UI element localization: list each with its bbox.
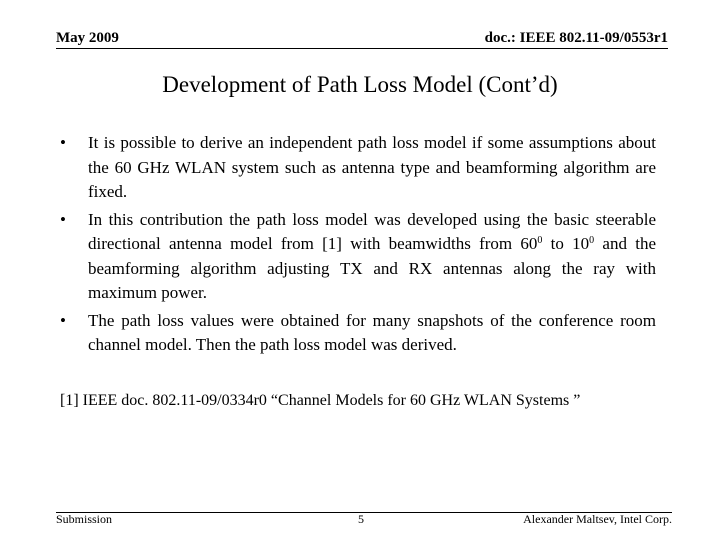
footer-author: Alexander Maltsev, Intel Corp. — [523, 512, 672, 526]
slide-title: Development of Path Loss Model (Cont’d) — [162, 72, 558, 97]
header-date: May 2009 — [56, 30, 119, 46]
reference-citation: [1] IEEE doc. 802.11-09/0334r0 “Channel Models for 60 GHz WLAN Systems ” — [60, 392, 581, 409]
page-number: 5 — [358, 512, 364, 526]
bullet-item — [60, 131, 656, 205]
bullet-item — [60, 309, 656, 358]
bullet-list — [60, 131, 656, 361]
bullet-text-part: to 10 — [542, 234, 590, 253]
header-divider — [56, 48, 668, 49]
bullet-text: The path loss values were obtained for many snapshots of the conference room channel model. Then the path loss model was derived. — [88, 310, 656, 354]
bullet-marker: • — [60, 310, 66, 330]
bullet-marker: • — [60, 133, 66, 152]
degree-superscript: 0 — [589, 235, 595, 246]
header-doc-id: doc.: IEEE 802.11-09/0553r1 — [484, 30, 668, 46]
bullet-text-part: and the beamforming algorithm adjusting TX and RX antennas along the ray with maximum power. — [88, 234, 656, 302]
bullet-item — [60, 208, 656, 306]
degree-superscript: 0 — [537, 235, 543, 246]
footer-submission: Submission — [56, 512, 113, 526]
bullet-marker: • — [60, 209, 66, 229]
bullet-text: It is possible to derive an independent path loss model if some assumptions about the 60 GHz WLAN system such as antenna type and beamforming algorithm are fixed. — [88, 133, 656, 201]
bullet-text-part: In this contribution the path loss model was developed using the basic steerable directional antenna model from [1] with beamwidths from 60 — [88, 209, 656, 253]
